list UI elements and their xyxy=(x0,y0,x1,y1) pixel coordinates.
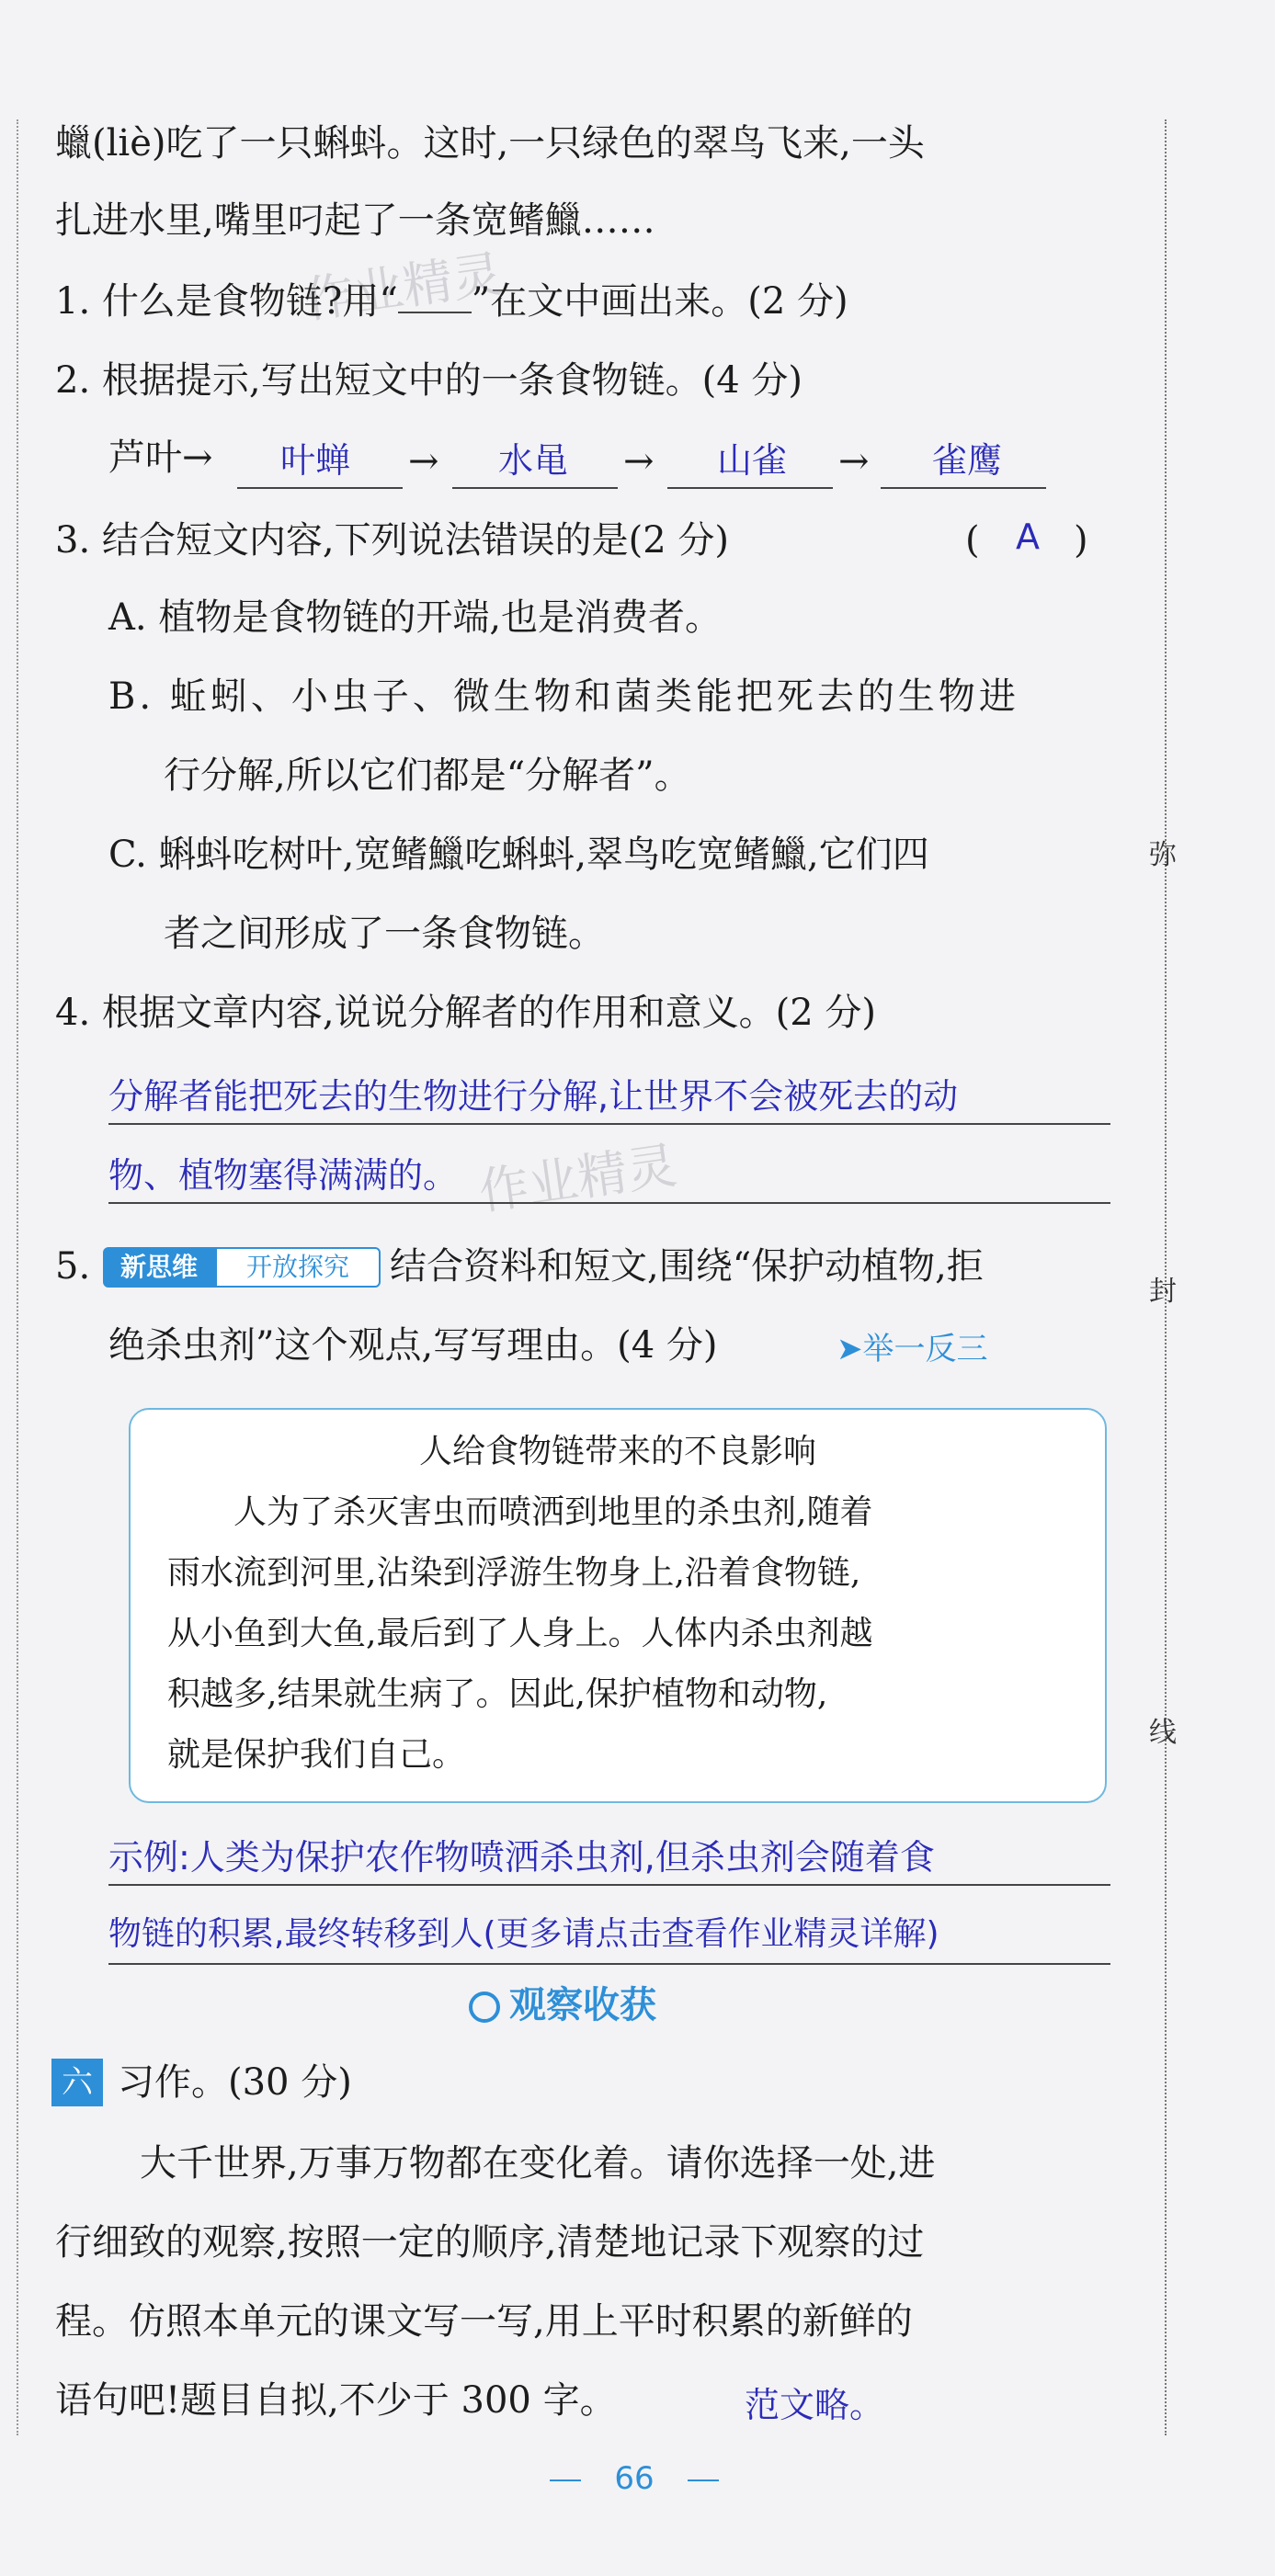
info-box-line-5: 就是保护我们自己。 xyxy=(167,1736,466,1774)
question-1 xyxy=(55,276,848,327)
q4-answer-line-2: 物、植物塞得满满的。 xyxy=(108,1155,459,1196)
related-practice-link[interactable]: ➤举一反三 xyxy=(837,1331,988,1367)
section-6-badge: 六 xyxy=(51,2059,103,2106)
question-2: 2. 根据提示,写出短文中的一条食物链。(4 分) xyxy=(55,359,803,402)
option-b-line-2: 行分解,所以它们都是“分解者”。 xyxy=(164,755,691,797)
chain-arrow-2: → xyxy=(623,440,655,482)
section-6-title: 习作。(30 分) xyxy=(118,2061,352,2104)
chain-start: 芦叶→ xyxy=(108,437,213,479)
chain-arrow-3: → xyxy=(838,440,870,482)
tag-new-thinking: 新思维 xyxy=(103,1247,215,1288)
chain-blank-1 xyxy=(237,487,403,489)
question-1-blank xyxy=(398,312,472,313)
page-number xyxy=(469,2456,800,2502)
chain-blank-4 xyxy=(881,487,1046,489)
info-box xyxy=(129,1408,1107,1803)
passage-line-2: 扎进水里,嘴里叼起了一条宽鳍鱲…… xyxy=(55,199,655,242)
chain-arrow-1: → xyxy=(408,440,439,482)
section-heading xyxy=(469,1978,656,2033)
info-box-line-3: 从小鱼到大鱼,最后到了人身上。人体内杀虫剂越 xyxy=(167,1615,873,1652)
q5-answer-rule-2 xyxy=(108,1963,1110,1965)
chain-blank-2 xyxy=(452,487,618,489)
tag-open-explore: 开放探究 xyxy=(215,1247,381,1288)
page-number-text: 66 xyxy=(614,2460,655,2497)
option-c-line-1: C. 蝌蚪吃树叶,宽鳍鱲吃蝌蚪,翠鸟吃宽鳍鱲,它们四 xyxy=(108,834,929,876)
side-mark-xian: 线 xyxy=(1149,1717,1177,1749)
essay-line-1: 大千世界,万事万物都在变化着。请你选择一处,进 xyxy=(140,2142,936,2184)
chain-answer-1: 叶蝉 xyxy=(280,440,351,481)
q5-answer-line-2: 物链的积累,最终转移到人(更多请点击查看作业精灵详解) xyxy=(108,1915,939,1953)
info-box-line-1: 人为了杀灭害虫而喷洒到地里的杀虫剂,随着 xyxy=(233,1493,873,1531)
question-3: 3. 结合短文内容,下列说法错误的是(2 分) xyxy=(55,519,729,562)
question-5-line-2: 绝杀虫剂”这个观点,写写理由。(4 分) xyxy=(108,1324,718,1367)
info-box-line-4: 积越多,结果就生病了。因此,保护植物和动物, xyxy=(167,1675,828,1713)
essay-answer: 范文略。 xyxy=(745,2385,885,2425)
question-1-text: 1. 什么是食物链?用“ xyxy=(55,280,398,323)
watermark-2: 作业精灵 xyxy=(475,1136,680,1221)
q5-answer-rule-1 xyxy=(108,1884,1110,1886)
essay-line-4: 语句吧!题目自拟,不少于 300 字。 xyxy=(55,2379,617,2422)
page-number-dash-right xyxy=(688,2480,719,2481)
side-mark-mi: 弥 xyxy=(1149,839,1177,871)
q4-answer-line-1: 分解者能把死去的生物进行分解,让世界不会被死去的动 xyxy=(108,1076,959,1117)
option-c-line-2: 者之间形成了一条食物链。 xyxy=(164,913,605,955)
chain-answer-3: 山雀 xyxy=(717,440,788,481)
magnifier-icon xyxy=(469,1992,500,2023)
essay-line-2: 行细致的观察,按照一定的顺序,清楚地记录下观察的过 xyxy=(55,2221,925,2264)
info-box-line-2: 雨水流到河里,沾染到浮游生物身上,沿着食物链, xyxy=(167,1554,861,1592)
q4-answer-rule-2 xyxy=(108,1202,1110,1204)
chain-blank-3 xyxy=(667,487,833,489)
side-mark-feng: 封 xyxy=(1149,1276,1177,1308)
q3-paren-open: ( xyxy=(965,519,980,562)
passage-line-1: 蠟(liè)吃了一只蝌蚪。这时,一只绿色的翠鸟飞来,一头 xyxy=(55,122,925,165)
essay-line-3: 程。仿照本单元的课文写一写,用上平时积累的新鲜的 xyxy=(55,2300,913,2343)
q3-paren-close: ) xyxy=(1074,519,1088,562)
left-margin-line xyxy=(17,119,18,2435)
q5-answer-line-1: 示例:人类为保护农作物喷洒杀虫剂,但杀虫剂会随着食 xyxy=(108,1837,935,1878)
chain-answer-4: 雀鹰 xyxy=(932,440,1003,481)
section-heading-text: 观察收获 xyxy=(509,1984,656,2026)
q3-answer: A xyxy=(1016,516,1040,557)
question-5-line-1: 结合资料和短文,围绕“保护动植物,拒 xyxy=(390,1245,984,1288)
page-number-dash-left xyxy=(550,2480,581,2481)
question-5-number: 5. xyxy=(55,1245,91,1288)
info-box-title: 人给食物链带来的不良影响 xyxy=(418,1433,816,1470)
question-1-text-end: ”在文中画出来。(2 分) xyxy=(471,280,848,323)
question-4: 4. 根据文章内容,说说分解者的作用和意义。(2 分) xyxy=(55,992,876,1034)
q4-answer-rule-1 xyxy=(108,1123,1110,1125)
option-b-line-1: B. 蚯蚓、小虫子、微生物和菌类能把死去的生物进 xyxy=(108,675,1019,718)
watermark: 作业精灵 xyxy=(301,244,506,330)
option-a: A. 植物是食物链的开端,也是消费者。 xyxy=(108,596,723,639)
chain-answer-2: 水黾 xyxy=(498,440,569,481)
